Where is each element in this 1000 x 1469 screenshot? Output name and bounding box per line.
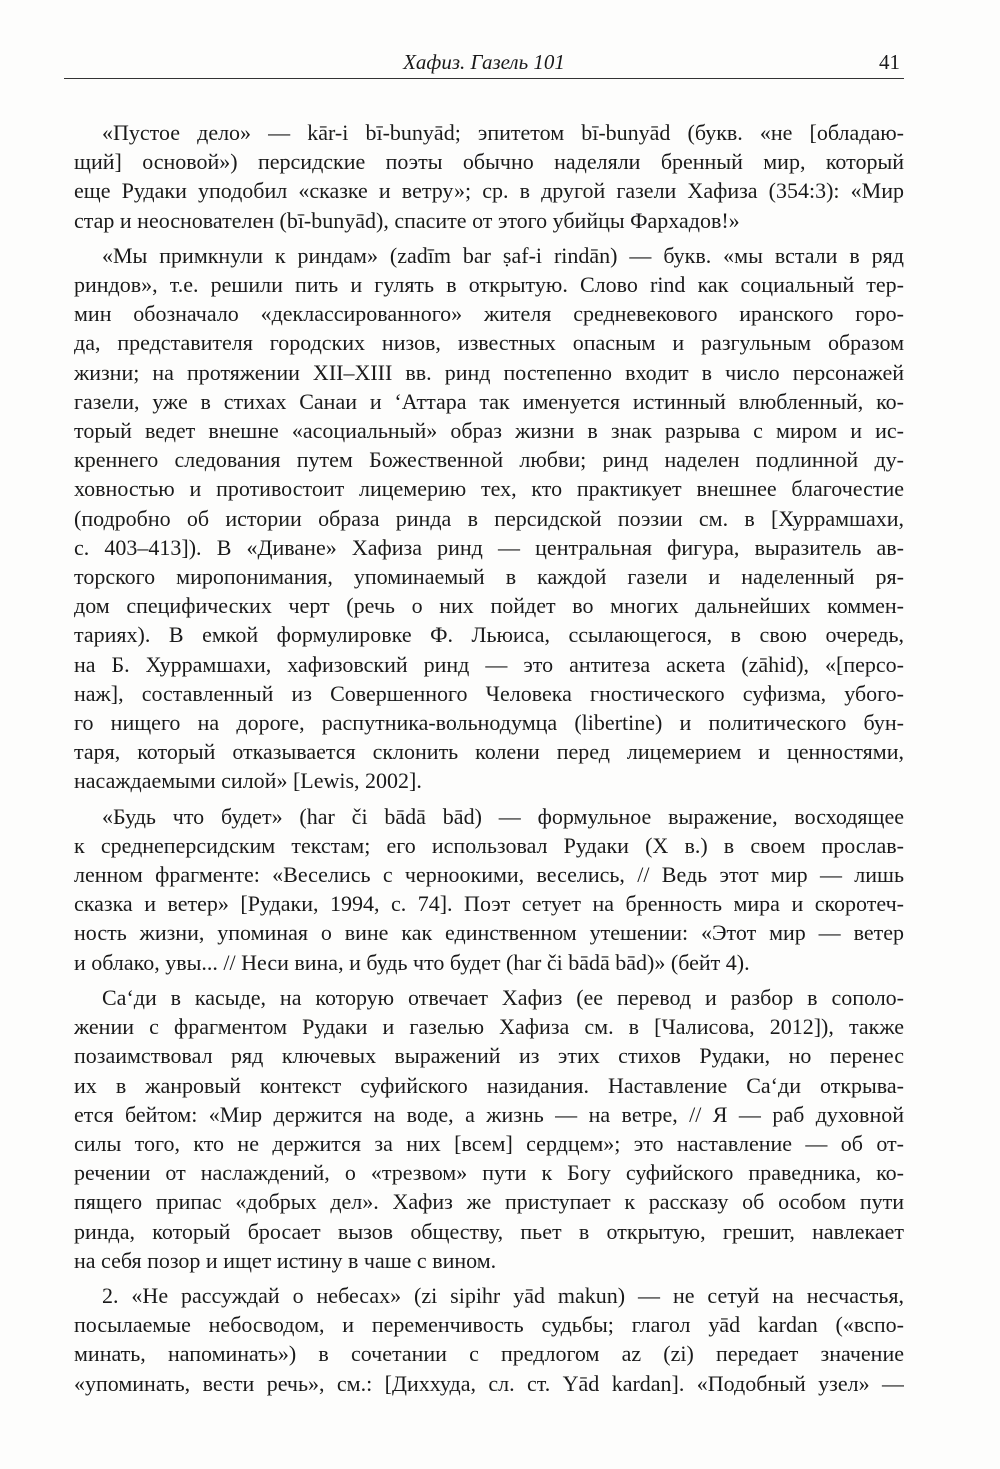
text-line: и облако, увы... // Неси вина, и будь что будет (har či bādā bād)» (бейт 4). [74,949,750,975]
text-line: сказка и ветер» [Рудаки, 1994, с. 74]. Поэт сетует на бренность мира и скоротеч- [74,891,904,917]
text-line: ленном фрагменте: «Веселись с черноокими, веселись, // Ведь этот мир — лишь [74,862,904,888]
text-line: торый ведет внешне «асоциальный» образ жизни в знак разрыва с миром и ис- [74,418,904,444]
page-number: 41 [879,50,900,74]
text-line: на Б. Хуррамшахи, хафизовский ринд — это антитеза аскета (zāhid), «[персо- [74,651,904,677]
text-line: силы того, кто не держится за них [всем] сердцем»; это наставление — об от- [74,1130,904,1156]
text-line: тариях). В емкой формулировке Ф. Льюиса, ссылающегося, в свою очередь, [74,622,904,648]
text-line: стар и неоснователен (bī-bunyād), спасите от этого убийцы Фархадов!» [74,207,740,233]
text-line: насаждаемыми силой» [Lewis, 2002]. [74,768,422,794]
text-line: к среднеперсидским текстам; его использовал Рудаки (X в.) в своем прослав- [74,832,904,858]
text-line: Саʻди в касыде, на которую отвечает Хафиз (ее перевод и разбор в сополо- [102,984,904,1010]
text-line: мин обозначало «деклассированного» жителя средневекового иранского горо- [74,301,904,327]
text-line: газели, уже в стихах Санаи и ʻАттара так именуется истинный влюбленный, ко- [74,388,904,414]
text-line: го нищего на дороге, распутника-вольнодумца (libertine) и политического бун- [74,710,904,736]
text-line: (подробно об истории образа ринда в персидской поэзии см. в [Хуррамшахи, [74,505,904,531]
text-line: пящего припас «добрых дел». Хафиз же приступает к рассказу об особом пути [74,1189,904,1215]
text-line: ется бейтом: «Мир держится на воде, а жизнь — на ветре, // Я — раб духовной [74,1101,904,1127]
paragraph-2 [74,241,904,796]
text-line: посылаемые небосводом, и переменчивость судьбы; глагол yād kardan («вспо- [74,1312,904,1338]
text-line: таря, который отказывается склонить колени перед лицемерием и ценностями, [74,739,904,765]
text-line: жизни; на протяжении XII–XIII вв. ринд постепенно входит в число персонажей [74,359,904,385]
paragraph-4 [74,983,904,1275]
text-line: ховностью и противостоит лицемерию тех, кто практикует внешнее благочестие [74,476,904,502]
running-header [64,48,904,79]
text-line: ринда, который бросает вызов обществу, пьет в открытую, грешит, навлекает [74,1218,904,1244]
text-line: «Пустое дело» — kār-i bī-bunyād; эпитетом bī-bunyād (букв. «не [обладаю- [102,120,904,145]
paragraph-3 [74,802,904,977]
text-line: минать, напоминать») в сочетании с предлогом az (zi) передает значение [74,1341,904,1367]
text-line: да, представителя городских низов, известных опасным и разгульным образом [74,330,904,356]
text-line: «Мы примкнули к риндам» (zadīm bar ṣaf-i rindān) — букв. «мы встали в ряд [102,242,904,268]
text-line: креннего следования путем Божественной любви; ринд наделен подлинной ду- [74,447,904,473]
text-line: их в жанровый контекст суфийского назидания. Наставление Саʻди открыва- [74,1072,904,1098]
text-line: 2. «Не рассуждай о небесах» (zi sipihr yād makun) — не сетуй на несчастья, [102,1282,904,1308]
text-line: еще Рудаки уподобил «сказке и ветру»; ср. в другой газели Хафиза (354:3): «Мир [74,178,904,204]
paragraph-1 [74,118,904,235]
text-line: «упоминать, вести речь», см.: [Диххуда, сл. ст. Yād kardan]. «Подобный узел» — [74,1370,904,1396]
paragraph-5 [74,1281,904,1398]
text-line: речении от наслаждений, о «трезвом» пути к Богу суфийского праведника, ко- [74,1160,904,1186]
text-line: жении с фрагментом Рудаки и газелью Хафиза см. в [Чалисова, 2012]), также [74,1014,904,1040]
text-line: на себя позор и ищет истину в чаше с вином. [74,1247,497,1273]
text-line: с. 403–413]). В «Диване» Хафиза ринд — центральная фигура, выразитель ав- [74,534,904,560]
running-title: Хафиз. Газель 101 [403,50,565,74]
text-line: позаимствовал ряд ключевых выражений из этих стихов Рудаки, но перенес [74,1043,904,1069]
commentary-body [74,118,904,1404]
text-line: «Будь что будет» (har či bādā bād) — формульное выражение, восходящее [102,803,904,829]
text-line: щий] основой») персидские поэты обычно наделяли бренный мир, который [74,149,904,175]
text-line: риндов», т.е. решили пить и гулять в открытую. Слово rind как социальный тер- [74,272,904,298]
text-line: дом специфических черт (речь о них пойдет во многих дальнейших коммен- [74,593,904,619]
text-line: наж], составленный из Совершенного Человека гностического суфизма, убого- [74,680,904,706]
text-line: торского миропонимания, упоминаемый в каждой газели и наделенный ря- [74,564,904,590]
text-line: ность жизни, упоминая о вине как единственном утешении: «Этот мир — ветер [74,920,904,946]
